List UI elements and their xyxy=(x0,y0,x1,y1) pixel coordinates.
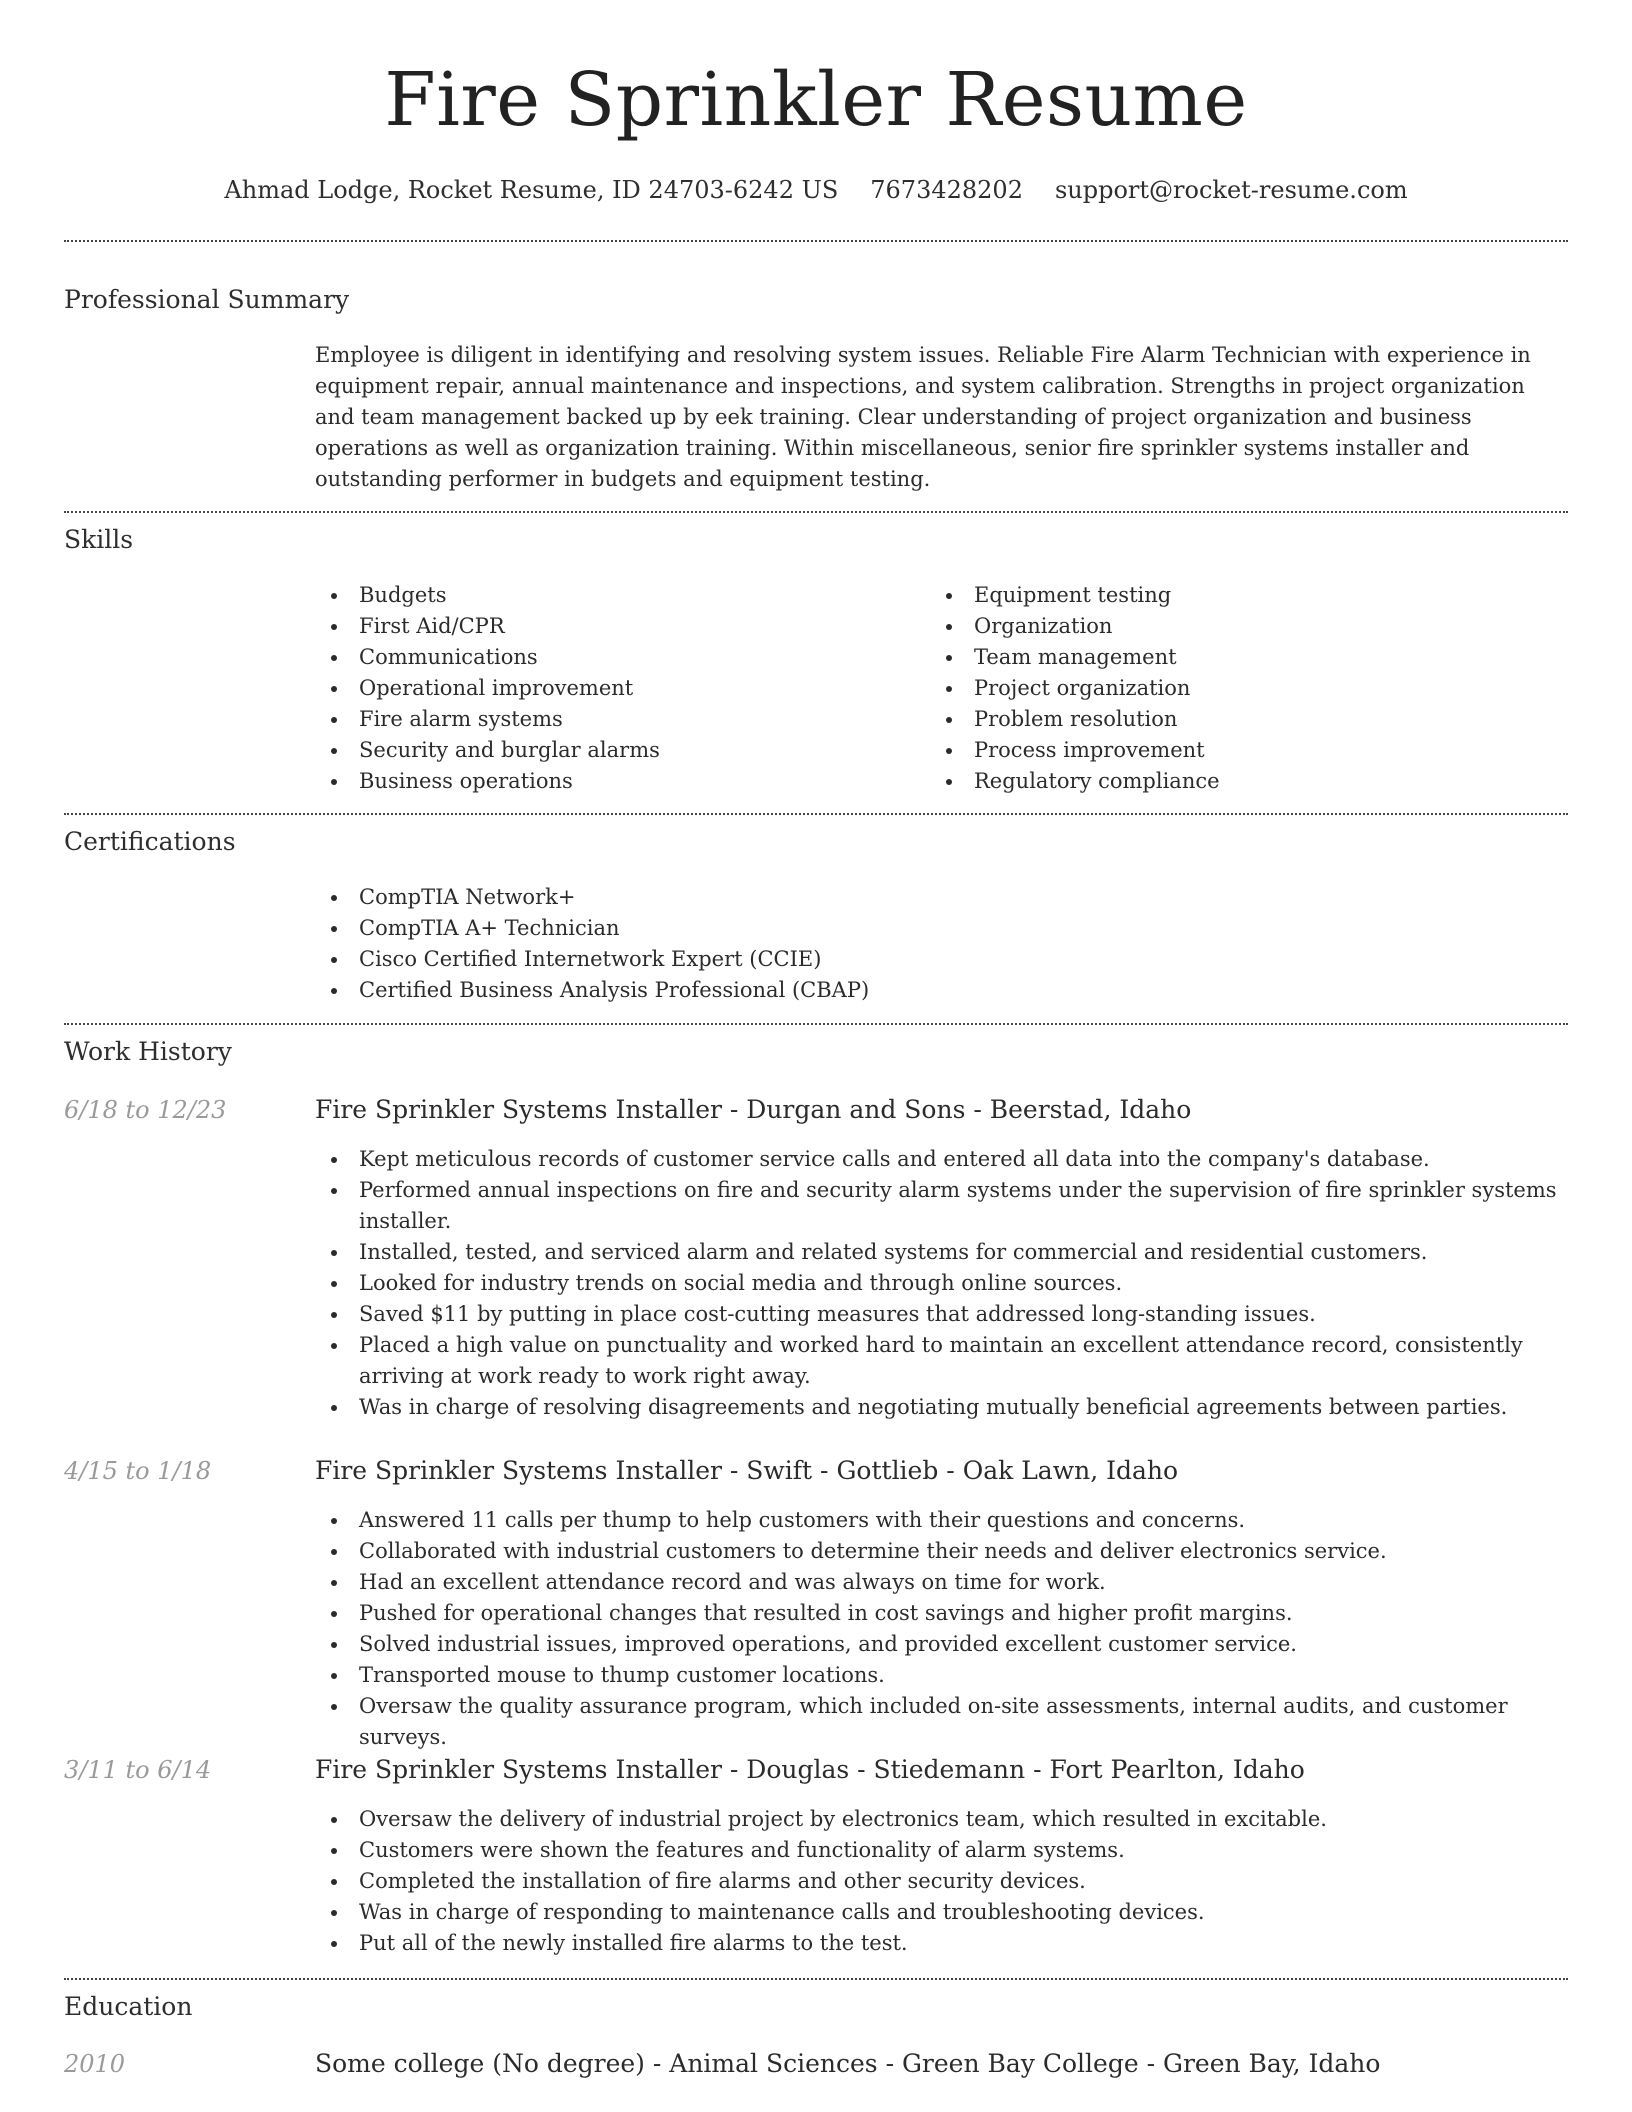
certification-item: Cisco Certified Internetwork Expert (CCIE) xyxy=(315,944,1570,975)
summary-heading: Professional Summary xyxy=(64,285,350,314)
skill-item: Fire alarm systems xyxy=(315,704,915,735)
job-bullet: Installed, tested, and serviced alarm and related systems for commercial and residential customers. xyxy=(315,1237,1570,1268)
skill-item: Team management xyxy=(930,642,1530,673)
job-bullet: Transported mouse to thump customer locations. xyxy=(315,1660,1570,1691)
skill-item: Problem resolution xyxy=(930,704,1530,735)
skill-item: Operational improvement xyxy=(315,673,915,704)
skill-item: Budgets xyxy=(315,580,915,611)
resume-title: Fire Sprinkler Resume xyxy=(384,57,1248,143)
job-bullet: Completed the installation of fire alarms and other security devices. xyxy=(315,1866,1570,1897)
skill-item: Equipment testing xyxy=(930,580,1530,611)
skills-heading: Skills xyxy=(64,525,134,554)
certification-item: CompTIA Network+ xyxy=(315,882,1570,913)
work-history-heading: Work History xyxy=(64,1037,232,1066)
contact-email: support@rocket-resume.com xyxy=(1054,176,1408,204)
certifications-heading: Certifications xyxy=(64,827,236,856)
skill-item: Project organization xyxy=(930,673,1530,704)
divider xyxy=(64,1978,1568,1980)
job-bullet: Oversaw the quality assurance program, which included on-site assessments, internal audits, and customer surveys. xyxy=(315,1691,1570,1753)
job-bullet: Collaborated with industrial customers to determine their needs and deliver electronics service. xyxy=(315,1536,1570,1567)
job-bullet: Had an excellent attendance record and was always on time for work. xyxy=(315,1567,1570,1598)
job-bullets xyxy=(315,1804,1570,1959)
job-bullet: Solved industrial issues, improved operations, and provided excellent customer service. xyxy=(315,1629,1570,1660)
job-bullet: Put all of the newly installed fire alarms to the test. xyxy=(315,1928,1570,1959)
job-bullet: Customers were shown the features and functionality of alarm systems. xyxy=(315,1835,1570,1866)
job-bullet: Placed a high value on punctuality and worked hard to maintain an excellent attendance record, consistently arriving at work ready to work right away. xyxy=(315,1330,1570,1392)
summary-text: Employee is diligent in identifying and resolving system issues. Reliable Fire Alarm Technician with experience in equipment repair, annual maintenance and inspections, and system calibration. Strengths in project organization and team management backed up by eek training. Clear understanding of project organization and business operations as well as organization training. Within miscellaneous, senior fire sprinkler systems installer and outstanding performer in budgets and equipment testing. xyxy=(315,343,1531,491)
skill-item: Security and burglar alarms xyxy=(315,735,915,766)
job-bullet: Was in charge of resolving disagreements and negotiating mutually beneficial agreements between parties. xyxy=(315,1392,1570,1423)
skills-list-left xyxy=(315,580,915,797)
job-date: 3/11 to 6/14 xyxy=(64,1756,212,1784)
divider xyxy=(64,813,1568,815)
skill-item: First Aid/CPR xyxy=(315,611,915,642)
education-entry: Some college (No degree) - Animal Sciences - Green Bay College - Green Bay, Idaho xyxy=(315,2049,1381,2078)
job-bullet: Oversaw the delivery of industrial project by electronics team, which resulted in excitable. xyxy=(315,1804,1570,1835)
job-title: Fire Sprinkler Systems Installer - Douglas - Stiedemann - Fort Pearlton, Idaho xyxy=(315,1755,1305,1784)
divider xyxy=(64,511,1568,513)
skill-item: Business operations xyxy=(315,766,915,797)
job-bullets xyxy=(315,1505,1570,1753)
contact-address: Ahmad Lodge, Rocket Resume, ID 24703-6242 US xyxy=(224,176,839,204)
job-bullet: Saved $11 by putting in place cost-cutting measures that addressed long-standing issues. xyxy=(315,1299,1570,1330)
contact-phone: 7673428202 xyxy=(870,176,1023,204)
education-heading: Education xyxy=(64,1992,193,2021)
skill-item: Regulatory compliance xyxy=(930,766,1530,797)
divider xyxy=(64,240,1568,242)
job-date: 4/15 to 1/18 xyxy=(64,1457,212,1485)
certifications-list xyxy=(315,882,1570,1006)
divider xyxy=(64,1023,1568,1025)
job-bullets xyxy=(315,1144,1570,1423)
job-bullet: Performed annual inspections on fire and security alarm systems under the supervision of fire sprinkler systems installer. xyxy=(315,1175,1570,1237)
job-bullet: Pushed for operational changes that resulted in cost savings and higher profit margins. xyxy=(315,1598,1570,1629)
job-bullet: Answered 11 calls per thump to help customers with their questions and concerns. xyxy=(315,1505,1570,1536)
certification-item: Certified Business Analysis Professional (CBAP) xyxy=(315,975,1570,1006)
contact-line xyxy=(0,170,1632,210)
job-bullet: Was in charge of responding to maintenance calls and troubleshooting devices. xyxy=(315,1897,1570,1928)
job-bullet: Kept meticulous records of customer service calls and entered all data into the company's database. xyxy=(315,1144,1570,1175)
job-bullet: Looked for industry trends on social media and through online sources. xyxy=(315,1268,1570,1299)
job-title: Fire Sprinkler Systems Installer - Swift - Gottlieb - Oak Lawn, Idaho xyxy=(315,1456,1179,1485)
skills-list-right xyxy=(930,580,1530,797)
job-title: Fire Sprinkler Systems Installer - Durgan and Sons - Beerstad, Idaho xyxy=(315,1095,1192,1124)
job-date: 6/18 to 12/23 xyxy=(64,1096,227,1124)
skill-item: Organization xyxy=(930,611,1530,642)
certification-item: CompTIA A+ Technician xyxy=(315,913,1570,944)
skill-item: Process improvement xyxy=(930,735,1530,766)
skill-item: Communications xyxy=(315,642,915,673)
education-date: 2010 xyxy=(64,2050,126,2078)
